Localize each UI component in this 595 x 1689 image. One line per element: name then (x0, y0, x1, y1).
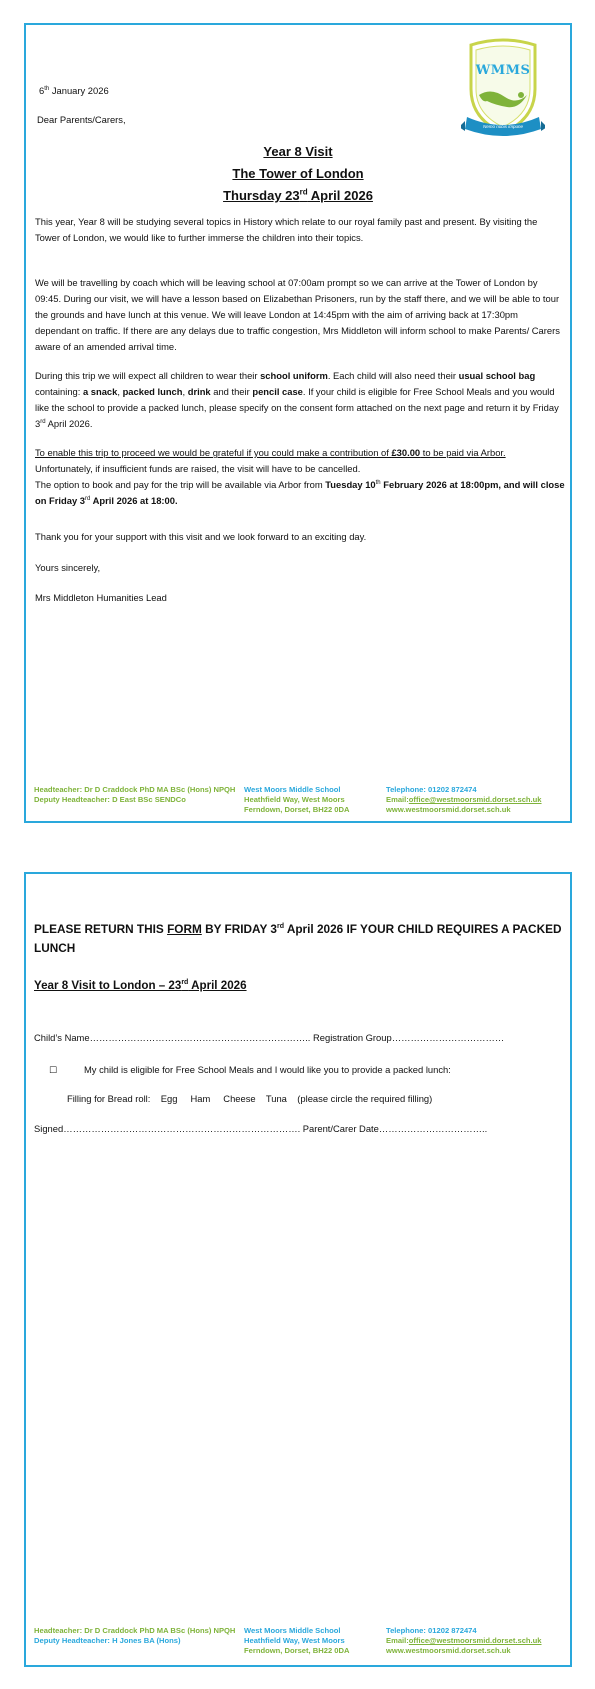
letter-page (24, 23, 572, 823)
form-footer-headteacher: Headteacher: Dr D Craddock PhD MA BSc (Hons) NPQH (34, 1626, 236, 1635)
fsm-checkbox[interactable]: ☐ (49, 1066, 58, 1076)
footer-email-link[interactable]: office@westmoorsmid.dorset.sch.uk (408, 795, 542, 804)
letter-signature: Mrs Middleton Humanities Lead (35, 592, 167, 603)
form-footer-address-2: Ferndown, Dorset, BH22 0DA (244, 1646, 350, 1655)
crest-ribbon-text: Nemo nobis impune (482, 124, 524, 129)
title-line-2: The Tower of London (232, 166, 364, 181)
letter-greeting: Dear Parents/Carers, (37, 114, 126, 125)
letter-paragraph-2: We will be travelling by coach which will be leaving school at 07:00am prompt so we can arrive at the Tower of London by 09:45. During our visit, we will have a lesson based on Elizabethan Prisoners, run by the staff there, and we will be able to tour the grounds and have lunch at this venue. We will leave London at 14:45pm with the aim of arriving back at 17:30pm dependant on traffic. If there are any delays due to traffic congestion, Mrs Middleton will inform school to make Parents/ Carers aware of an amended arrival time. (35, 277, 560, 352)
form-heading: PLEASE RETURN THIS FORM BY FRIDAY 3rd April 2026 IF YOUR CHILD REQUIRES A PACKED LUNCH (34, 922, 562, 955)
title-line-3: Thursday 23rd April 2026 (223, 187, 373, 203)
form-footer-email-link[interactable]: office@westmoorsmid.dorset.sch.uk (408, 1636, 542, 1645)
footer-email-label: Email: (386, 795, 409, 804)
footer-deputy: Deputy Headteacher: D East BSc SENDCo (34, 795, 186, 804)
footer-headteacher: Headteacher: Dr D Craddock PhD MA BSc (Hons) NPQH (34, 785, 236, 794)
letter-date: 6th January 2026 (39, 85, 109, 96)
letter-paragraph-1: This year, Year 8 will be studying several topics in History which relate to our royal family past and present. By visiting the Tower of London, we would like to further immerse the children into their topics. (35, 216, 538, 243)
form-footer-deputy: Deputy Headteacher: H Jones BA (Hons) (34, 1636, 181, 1645)
crest-text: WMMS (475, 63, 531, 78)
letter-closing: Yours sincerely, (35, 562, 101, 573)
form-subheading: Year 8 Visit to London – 23rd April 2026 (34, 979, 247, 992)
footer-school-name: West Moors Middle School (244, 785, 341, 794)
form-page (24, 872, 572, 1667)
footer-address-2: Ferndown, Dorset, BH22 0DA (244, 805, 350, 814)
fsm-checkbox-row (49, 1064, 451, 1076)
school-crest-logo (461, 37, 545, 143)
form-footer-telephone: Telephone: 01202 872474 (386, 1626, 477, 1635)
footer-address-1: Heathfield Way, West Moors (244, 795, 345, 804)
letter-title (26, 141, 570, 207)
footer-website[interactable]: www.westmoorsmid.dorset.sch.uk (386, 805, 511, 814)
form-footer-school-name: West Moors Middle School (244, 1626, 341, 1635)
child-name-field[interactable]: Child’s Name…………………………………………………………….. Registration Group……………………………… (34, 1032, 505, 1043)
letter-paragraph-5: Thank you for your support with this visit and we look forward to an exciting day. (35, 531, 367, 542)
fsm-label: My child is eligible for Free School Meals and I would like you to provide a packed lunch: (84, 1064, 451, 1075)
form-footer-email-label: Email: (386, 1636, 409, 1645)
letter-paragraph-3: During this trip we will expect all children to wear their school uniform. Each child will also need their usual school bag containing: a snack, packed lunch, drink and their pencil case. If your child is eligible for Free School Meals and you would like the school to provide a packed lunch, please specify on the consent form attached on the next page and return it by Friday 3rd April 2026. (35, 370, 559, 429)
letter-paragraph-4: To enable this trip to proceed we would be grateful if you could make a contribution of £30.00 to be paid via Arbor. Unfortunately, if insufficient funds are raised, the visit will have to be cancelled. The option to book and pay for the trip will be available via Arbor from Tuesday 10th February 2026 at 18:00pm, and will close on Friday 3rd April 2026 at 18:00. (35, 447, 565, 506)
filling-choice-row[interactable]: Filling for Bread roll: Egg Ham Cheese Tuna (please circle the required filling) (67, 1093, 433, 1104)
form-footer-website[interactable]: www.westmoorsmid.dorset.sch.uk (386, 1646, 511, 1655)
form-footer-address-1: Heathfield Way, West Moors (244, 1636, 345, 1645)
signed-date-field[interactable]: Signed…………………………………………………………………. Parent/Carer Date…………………………….. (34, 1123, 488, 1134)
footer-telephone: Telephone: 01202 872474 (386, 785, 477, 794)
title-line-1: Year 8 Visit (263, 144, 333, 159)
